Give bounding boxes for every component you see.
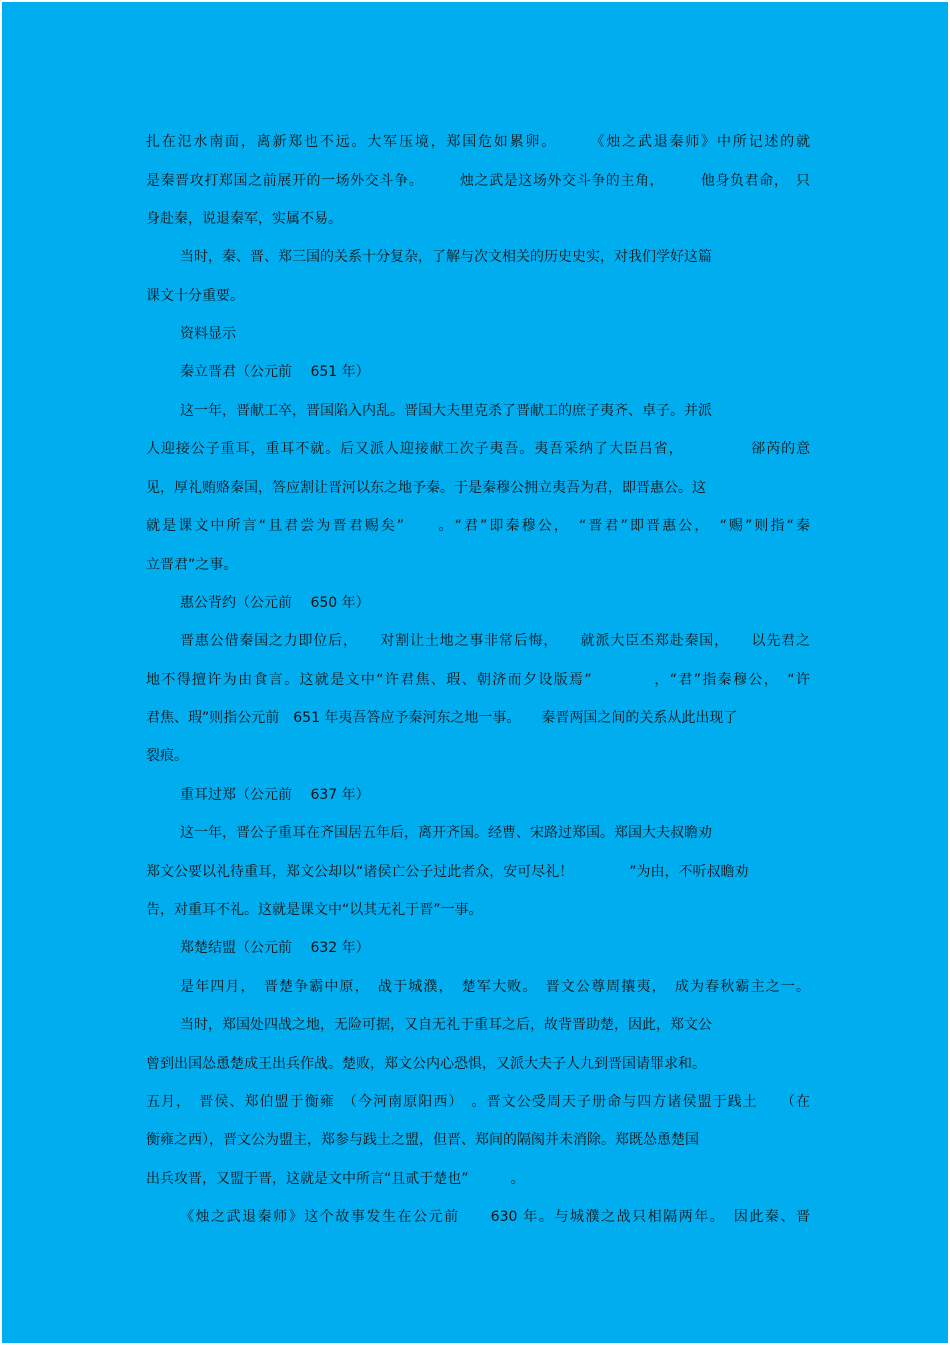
text-line: 告，对重耳不礼。这就是课文中“以其无礼于晋”一事。 xyxy=(146,902,483,918)
text-line: 这一年，晋献工卒，晋国陷入内乱。晋国大夫里克杀了晋献工的庶子夷齐、卓子。并派 xyxy=(180,403,712,419)
text-line: 课文十分重要。 xyxy=(146,288,244,304)
text-line: 立晋君”之事。 xyxy=(146,557,238,573)
text-line: 曾到出国怂恿楚成王出兵作战。楚败，郑文公内心恐惧，又派大夫子人九到晋国请罪求和。 xyxy=(146,1056,706,1072)
text-line: 《烛之武退秦师》这个故事发生在公元前 630 年。与城濮之战只相隔两年。 因此秦、晋 xyxy=(180,1209,810,1225)
text-line: 这一年，晋公子重耳在齐国居五年后，离开齐国。经曹、宋路过郑国。郑国大夫叔瞻劝 xyxy=(180,825,712,841)
text-line: 身赴秦，说退秦军，实属不易。 xyxy=(146,211,342,227)
text-line: 五月， 晋侯、郑伯盟于衡雍 （今河南原阳西） 。晋文公受周天子册命与四方诸侯盟于践土 （在 xyxy=(146,1094,810,1110)
text-line: 出兵攻晋，又盟于晋，这就是文中所言“且贰于楚也” 。 xyxy=(146,1171,525,1187)
section-heading: 惠公背约（公元前 650 年） xyxy=(180,595,370,611)
text-line: 裂痕。 xyxy=(146,748,188,764)
text-line: 就是课文中所言“且君尝为晋君赐矣” 。“君”即秦穆公， “晋君”即晋惠公， “赐”则指“秦 xyxy=(146,518,810,534)
text-line: 人迎接公子重耳，重耳不就。后又派人迎接献工次子夷吾。夷吾采纳了大臣吕省， 郤芮的意 xyxy=(146,441,810,457)
section-label: 资料显示 xyxy=(180,326,236,342)
text-line: 当时，郑国处四战之地，无险可据，又自无礼于重耳之后，故背晋助楚，因此，郑文公 xyxy=(180,1017,712,1033)
text-line: 郑文公要以礼待重耳，郑文公却以“诸侯亡公子过此者众，安可尽礼！ ”为由，不听叔瞻劝 xyxy=(146,864,749,880)
text-line: 是秦晋攻打郑国之前展开的一场外交斗争。 烛之武是这场外交斗争的主角， 他身负君命， 只 xyxy=(146,173,810,189)
text-line: 扎在氾水南面，离新郑也不远。大军压境，郑国危如累卵。 《烛之武退秦师》中所记述的就 xyxy=(146,134,810,150)
text-line: 见，厚礼贿赂秦国，答应割让晋河以东之地予秦。于是秦穆公拥立夷吾为君，即晋惠公。这 xyxy=(146,480,706,496)
section-heading: 重耳过郑（公元前 637 年） xyxy=(180,787,370,803)
text-line: 是年四月， 晋楚争霸中原， 战于城濮， 楚军大败。 晋文公尊周攘夷， 成为春秋霸主之一。 xyxy=(180,979,810,995)
text-line: 晋惠公借秦国之力即位后， 对割让土地之事非常后悔， 就派大臣丕郑赴秦国， 以先君之 xyxy=(180,633,810,649)
section-heading: 郑楚结盟（公元前 632 年） xyxy=(180,940,370,956)
text-line: 君焦、瑕”则指公元前 651 年夷吾答应予秦河东之地一事。 秦晋两国之间的关系从此出现了 xyxy=(146,710,738,726)
text-line: 当时，秦、晋、郑三国的关系十分复杂，了解与次文相关的历史史实，对我们学好这篇 xyxy=(180,249,712,265)
section-heading: 秦立晋君（公元前 651 年） xyxy=(180,364,370,380)
text-line: 地不得擅许为由食言。这就是文中“许君焦、瑕、朝济而夕设版焉” ，“君”指秦穆公， “许 xyxy=(146,672,810,688)
text-line: 衡雍之西），晋文公为盟主，郑参与践土之盟，但晋、郑间的隔阂并未消除。郑既怂恿楚国 xyxy=(146,1132,699,1148)
